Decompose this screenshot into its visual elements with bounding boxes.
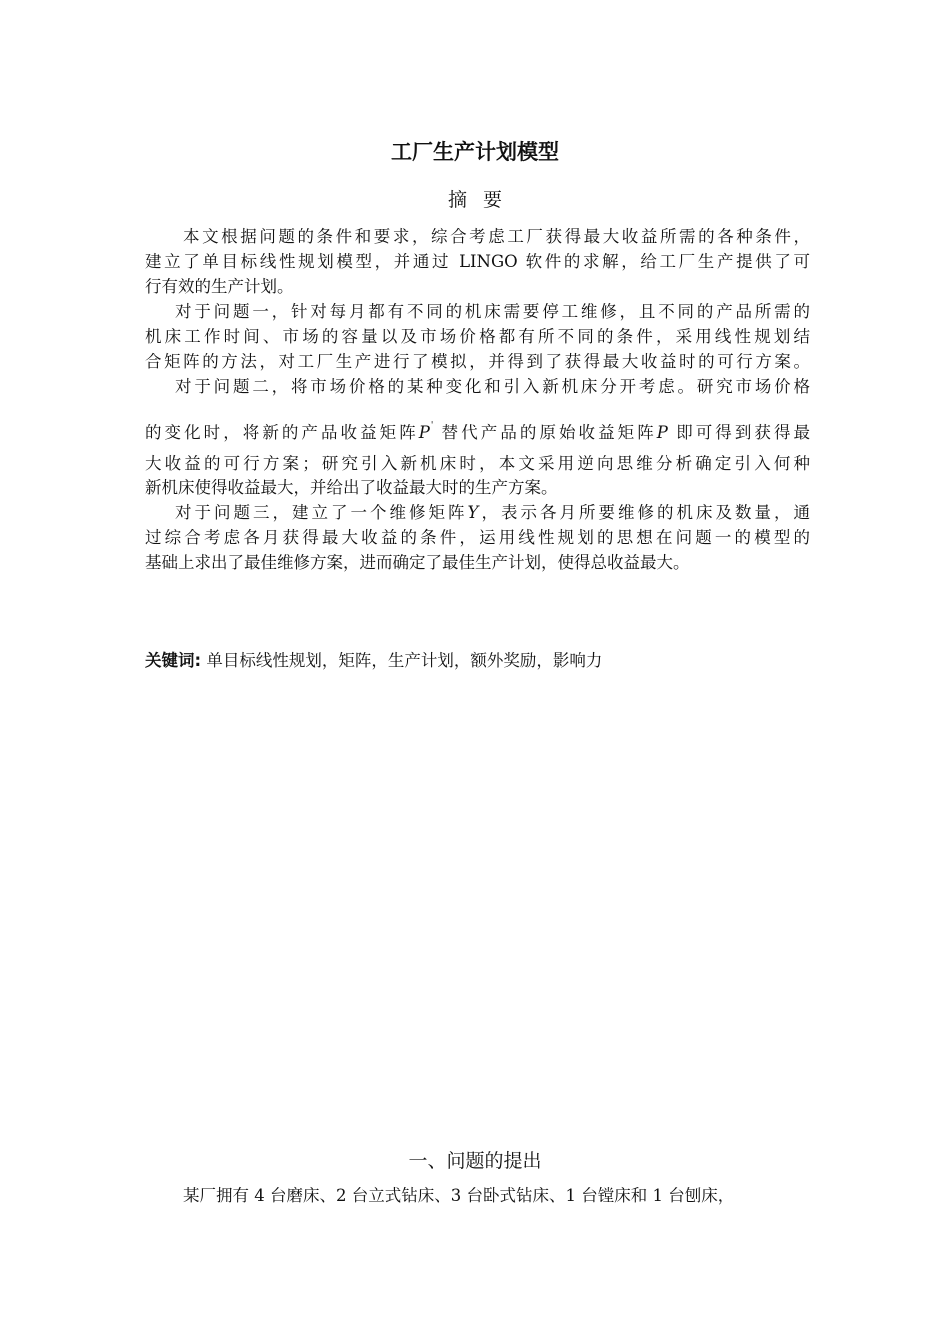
- p3-line2-text-b: 替代产品的原始收益矩阵: [441, 423, 657, 442]
- matrix-p-symbol: P: [656, 423, 668, 442]
- abstract-p3-line-3: 大收益的可行方案；研究引入新机床时，本文采用逆向思维分析确定引入何种: [145, 454, 810, 473]
- abstract-p2-line-2: 机床工作时间、市场的容量以及市场价格都有所不同的条件，采用线性规划结: [145, 327, 810, 346]
- abstract-p4-line-1: [175, 502, 810, 524]
- section-heading-1: 一、问题的提出: [408, 1150, 542, 1172]
- abstract-p3-line-1: 对于问题二，将市场价格的某种变化和引入新机床分开考虑。研究市场价格: [175, 377, 810, 396]
- keywords-label: 关键词:: [145, 651, 202, 670]
- p4-line1-text-a: 对于问题三，建立了一个维修矩阵: [175, 503, 468, 522]
- matrix-p-prime-symbol: P': [418, 421, 434, 442]
- abstract-p1-line-3: 行有效的生产计划。: [145, 277, 294, 296]
- abstract-p1-line-1: 本文根据问题的条件和要求，综合考虑工厂获得最大收益所需的各种条件，: [183, 227, 810, 246]
- abstract-p4-line-2: 过综合考虑各月获得最大收益的条件，运用线性规划的思想在问题一的模型的: [145, 528, 810, 547]
- paper-title: 工厂生产计划模型: [391, 140, 559, 164]
- abstract-p2-line-3: 合矩阵的方法，对工厂生产进行了模拟，并得到了获得最大收益时的可行方案。: [145, 352, 810, 371]
- abstract-p4-line-3: 基础上求出了最佳维修方案，进而确定了最佳生产计划，使得总收益最大。: [145, 553, 690, 572]
- abstract-p2-line-1: 对于问题一，针对每月都有不同的机床需要停工维修，且不同的产品所需的: [175, 302, 810, 321]
- keywords-text: 单目标线性规划，矩阵，生产计划，额外奖励，影响力: [206, 651, 603, 670]
- abstract-heading: 摘要: [447, 189, 518, 211]
- p4-line1-text-b: ，表示各月所要维修的机床及数量，通: [478, 503, 811, 522]
- matrix-y-symbol: Y: [467, 503, 479, 522]
- p3-line2-text-a: 的变化时，将新的产品收益矩阵: [145, 423, 419, 442]
- section-1-first-line: 某厂拥有 4 台磨床、2 台立式钻床、3 台卧式钻床、1 台镗床和 1 台刨床，: [183, 1186, 735, 1205]
- abstract-p3-line-2: [145, 415, 810, 444]
- abstract-p3-line-4: 新机床使得收益最大，并给出了收益最大时的生产方案。: [145, 478, 558, 497]
- p3-line2-text-c: 即可得到获得最: [676, 423, 811, 442]
- abstract-p1-line-2: 建立了单目标线性规划模型，并通过 LINGO 软件的求解，给工厂生产提供了可: [145, 252, 810, 271]
- keywords-line: [145, 650, 602, 672]
